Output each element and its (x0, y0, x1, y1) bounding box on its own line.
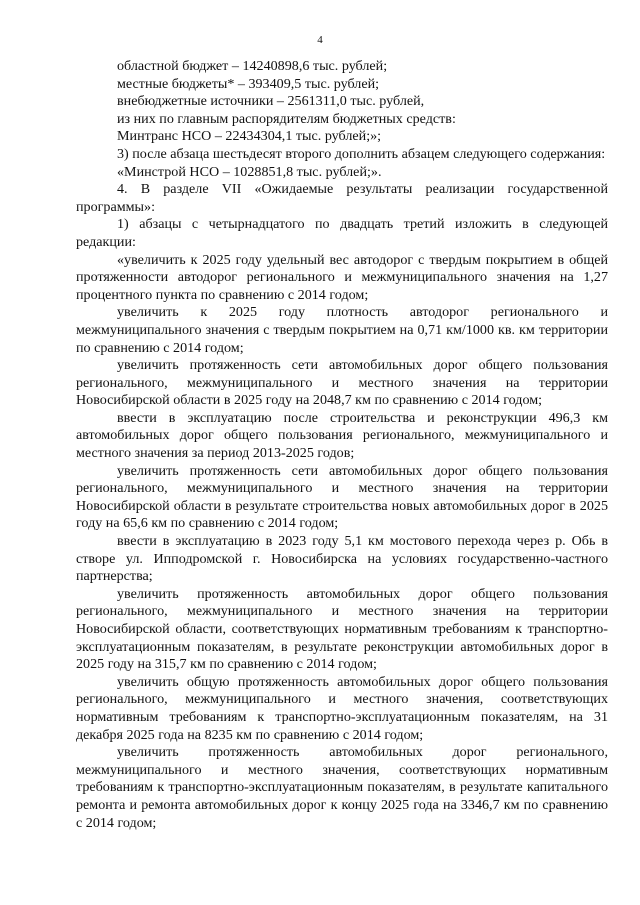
document-body (76, 58, 608, 832)
paragraph-result-density: увеличить к 2025 году плотность автодорог регионального и межмуниципального значения с твердым покрытием на 0,71 км/1000 кв. км территории по сравнению с 2014 годом; (76, 304, 608, 356)
paragraph-result-network-length: увеличить протяженность сети автомобильных дорог общего пользования регионального, межмуниципального и местного значения на территории Новосибирской области в 2025 году на 2048,7 км по сравнению с 2014 годом; (76, 357, 608, 409)
paragraph-result-bridge: ввести в эксплуатацию в 2023 году 5,1 км мостового перехода через р. Обь в створе ул. Ипподромской г. Новосибирска на условиях государственно-частного партнерства; (76, 533, 608, 585)
paragraph-result-repair: увеличить протяженность автомобильных дорог регионального, межмуниципального и местного значения, соответствующих нормативным требованиям к транспортно-эксплуатационным показателям, в результате капитального ремонта и ремонта автомобильных дорог к концу 2025 года на 3346,7 км по сравнению с 2014 годом; (76, 744, 608, 831)
paragraph-result-commissioning: ввести в эксплуатацию после строительства и реконструкции 496,3 км автомобильных дорог общего пользования регионального, межмуниципального и местного значения за период 2013-2025 годов; (76, 409, 608, 462)
paragraph-regional-budget: областной бюджет – 14240898,6 тыс. рублей; (117, 58, 388, 74)
paragraph-result-reconstruction: увеличить протяженность автомобильных дорог общего пользования регионального, межмуниципального и местного значения на территории Новосибирской области, соответствующих нормативным требованиям к транспортно-эксплуатационным показателям, в результате реконструкции автомобильных дорог в 2025 году на 315,7 км по сравнению с 2014 годом; (76, 585, 608, 673)
paragraph-extrabudgetary: внебюджетные источники – 2561311,0 тыс. рублей, (117, 93, 425, 110)
paragraph-result-new-roads: увеличить протяженность сети автомобильных дорог общего пользования регионального, межмуниципального и местного значения на территории Новосибирской области в результате строительства новых автомобильных дорог в 2025 году на 65,6 км по сравнению с 2014 годом; (76, 462, 608, 532)
page-number: 4 (317, 34, 323, 46)
paragraph-minstroy: «Минстрой НСО – 1028851,8 тыс. рублей;». (117, 163, 382, 180)
paragraph-main-administrators: из них по главным распорядителям бюджетных средств: (117, 110, 456, 127)
paragraph-item-1: 1) абзацы с четырнадцатого по двадцать третий изложить в следующей редакции: (76, 216, 608, 250)
paragraph-section-vii: 4. В разделе VII «Ожидаемые результаты реализации государственной программы»: (76, 181, 608, 215)
paragraph-result-share: «увеличить к 2025 году удельный вес автодорог с твердым покрытием в общей протяженности автодорог регионального и межмуниципального значения на 1,27 процентного пункта по сравнению с 2014 годом; (76, 251, 608, 303)
paragraph-mintrans: Минтранс НСО – 22434304,1 тыс. рублей;»; (117, 128, 382, 145)
paragraph-result-total-length: увеличить общую протяженность автомобильных дорог общего пользования регионального, межмуниципального и местного значения, соответствующих нормативным требованиям к транспортно-эксплуатационным показателям, на 31 декабря 2025 года на 8235 км по сравнению с 2014 годом; (76, 673, 608, 743)
paragraph-item-3: 3) после абзаца шестьдесят второго дополнить абзацем следующего содержания: (117, 145, 606, 162)
paragraph-local-budgets: местные бюджеты* – 393409,5 тыс. рублей; (117, 75, 380, 92)
